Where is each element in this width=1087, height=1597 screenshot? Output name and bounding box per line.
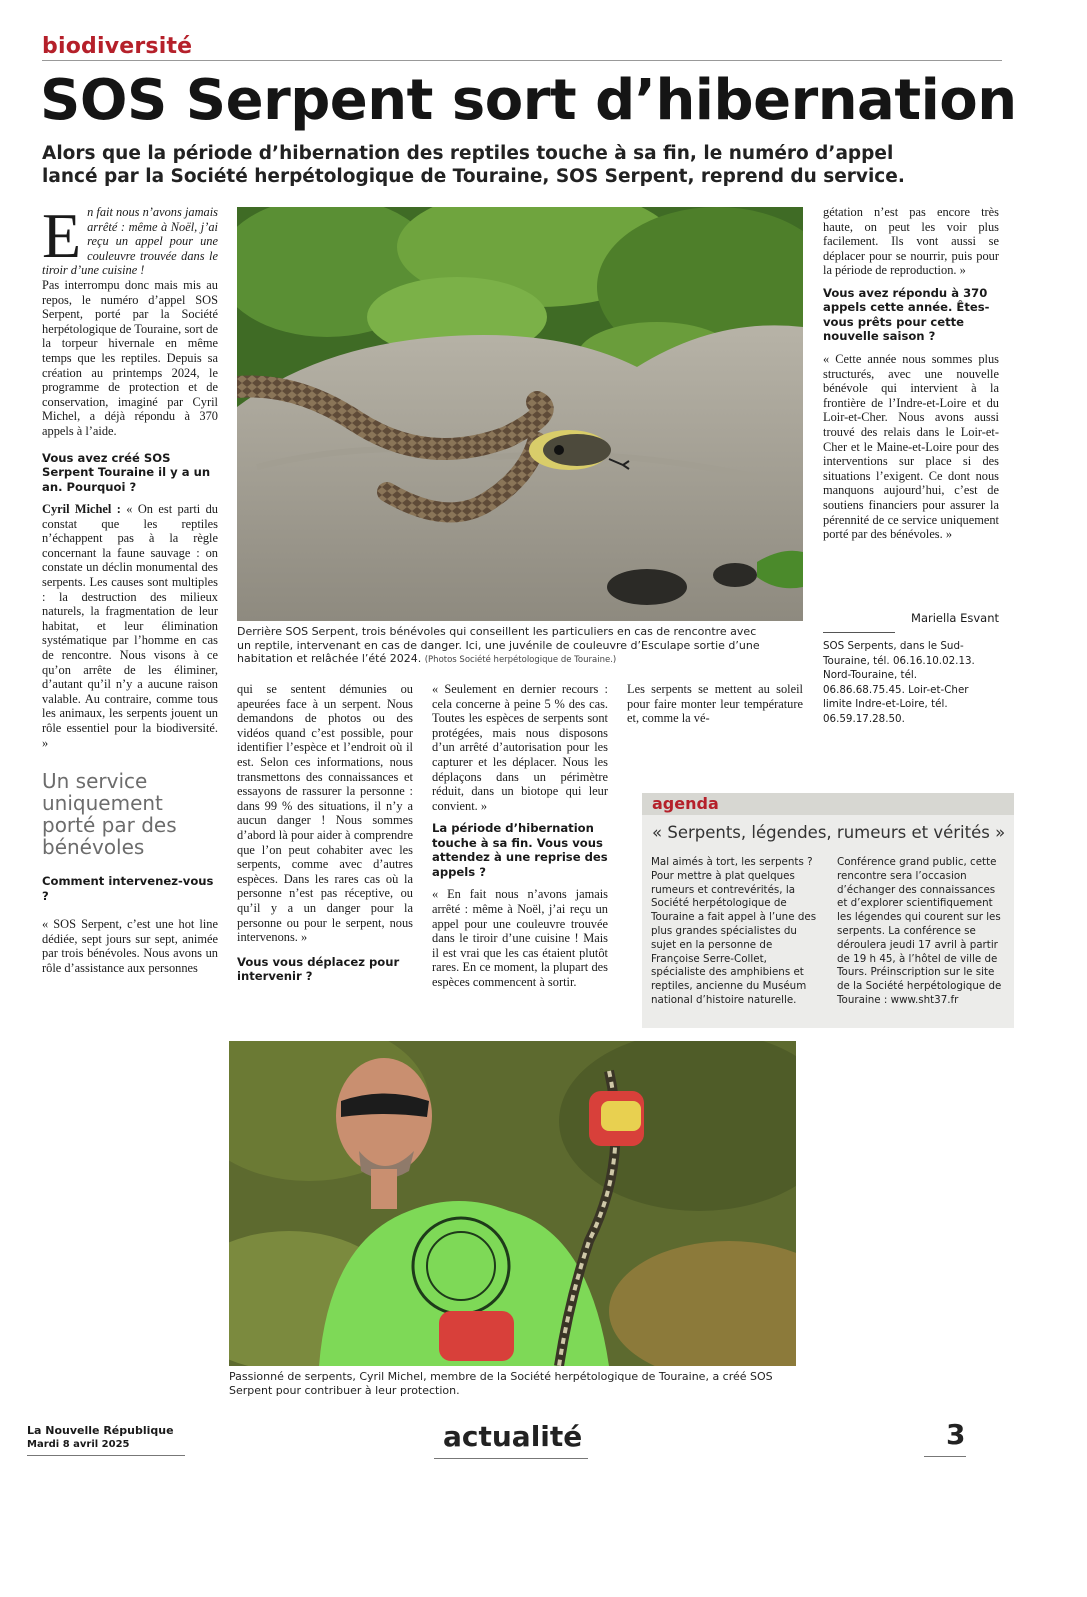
newspaper-name: La Nouvelle République bbox=[27, 1424, 174, 1437]
question-2: Comment intervenez-vous ? bbox=[42, 874, 214, 903]
section-rubric: biodiversité bbox=[42, 34, 193, 59]
contact-info: SOS Serpents, dans le Sud-Touraine, tél. 06.16.10.02.13. Nord-Touraine, tél. 06.86.68.75.45. Loir-et-Cher limite Indre-et-Loire, tél. 06.59.17.28.50. bbox=[823, 640, 975, 725]
answer-4-continued: Les serpents se mettent au soleil pour faire monter leur température et, comme la vé- bbox=[627, 682, 803, 726]
snake-photo-caption bbox=[237, 625, 767, 668]
column-5 bbox=[823, 205, 999, 542]
contact-divider bbox=[823, 632, 895, 633]
speaker-name: Cyril Michel : bbox=[42, 502, 121, 516]
rubric-divider bbox=[42, 60, 1002, 61]
question-5: Vous avez répondu à 370 appels cette année. Êtes-vous prêts pour cette nouvelle saison ? bbox=[823, 285, 990, 344]
article-standfirst: Alors que la période d’hibernation des reptiles touche à sa fin, le numéro d’appel lancé par la Société herpétologique de Touraine, SOS Serpent, reprend du service. bbox=[42, 143, 905, 187]
issue-date: Mardi 8 avril 2025 bbox=[27, 1439, 130, 1450]
author-signature: Mariella Esvant bbox=[911, 611, 999, 625]
agenda-left-text: Mal aimés à tort, les serpents ? Pour mettre à plat quelques rumeurs et contrevérités, la Société herpétologique de Touraine a fait appel à l’une des plus grandes spécialistes du sujet en la personne de Françoise Serre-Collet, spécialiste des amphibiens et reptiles, ancienne du Muséum national d’histoire naturelle. bbox=[651, 856, 817, 1006]
subheading: Un service uniquement porté par des bénévoles bbox=[42, 769, 177, 860]
question-1: Vous avez créé SOS Serpent Touraine il y a un an. Pourquoi ? bbox=[42, 450, 211, 494]
answer-1-text: « On est parti du constat que les reptiles n’échappent pas à la règle concernant la faune sauvage : on constate un déclin monumental des serpents. Les causes sont multiples : la destruction des milieux naturels, la fragmentation de leur habitat, et leur élimination systématique par l’homme en cas de rencontre. Nous visons à ce qu’on arrête de les éliminer, d’autant qu’il n’y a aucune raison valable. Au contraire, comme tous les animaux, les serpents jouent un rôle essentiel pour la biodiversité. » bbox=[42, 502, 218, 750]
agenda-label: agenda bbox=[642, 793, 1014, 815]
question-3: Vous vous déplacez pour intervenir ? bbox=[237, 954, 400, 984]
question-4: La période d’hibernation touche à sa fin. Vous vous attendez à une reprise des appels ? bbox=[432, 821, 608, 879]
footer-rule-center bbox=[434, 1458, 588, 1459]
lead-quote: n fait nous n’avons jamais arrêté : même à Noël, j’ai reçu un appel pour une couleuvre trouvée dans le tiroir d’une cuisine ! bbox=[42, 205, 218, 278]
answer-2-start: « SOS Serpent, c’est une hot line dédiée, sept jours sur sept, animée par trois bénévoles. Nous avons un rôle d’assistance aux personnes bbox=[42, 917, 218, 975]
answer-3: « Seulement en dernier recours : cela concerne à peine 5 % des cas. Toutes les espèces de serpents sont protégées, mais nous disposons d’un arrêté d’autorisation pour les capturer et les déplacer. Nous les déplaçons dans un périmètre réduit, dans un biotope qui leur convient. » bbox=[432, 682, 608, 813]
portrait-photo bbox=[229, 1041, 796, 1366]
snake-photo-image bbox=[237, 207, 803, 621]
portrait-photo-image bbox=[229, 1041, 796, 1366]
portrait-photo-caption: Passionné de serpents, Cyril Michel, membre de la Société herpétologique de Touraine, a créé SOS Serpent pour contribuer à leur protection. bbox=[229, 1370, 773, 1397]
answer-5: « Cette année nous sommes plus structurés, avec une nouvelle bénévole qui intervient à la frontière de l’Indre-et-Loire et du Loir-et-Cher. Nous avons aussi trouvé des relais dans le Loir-et-Cher et le Maine-et-Loire pour des interventions sur place si des situations l’exigent. Ce dont nous manquons aujourd’hui, c’est de soutiens financiers pour assurer la pérennité de ce service uniquement porté par des bénévoles. » bbox=[823, 351, 999, 542]
answer-2-continued: qui se sentent démunies ou apeurées face à un serpent. Nous demandons de photos ou des vidéos quand c’est possible, pour identifier l’espèce et l’endroit où il est. Selon ces informations, nous transmettons des connaissances et essayons de rassurer la personne : dans 99 % des situations, il n’y a aucun danger ! Nous sommes d’abord là pour aider à comprendre que l’on peut cohabiter avec les serpents, comme avec d’autres espèces. Dans les rares cas où la personne n’est pas réceptive, ou qu’il y a un danger pour la personne ou pour le serpent, nous intervenons. » bbox=[237, 682, 413, 945]
agenda-right-text: Conférence grand public, cette rencontre sera l’occasion d’échanger des connaissances et d’explorer scientifiquement les légendes qui courent sur les serpents. La conférence se déroulera jeudi 17 avril à partir de 19 h 45, à l’hôtel de ville de Tours. Préinscription sur le site de la Société herpétologique de Touraine : www.sht37.fr bbox=[837, 856, 1002, 1006]
photo-credit: (Photos Société herpétologique de Touraine.) bbox=[424, 655, 617, 666]
snake-photo bbox=[237, 207, 803, 621]
intro-paragraph: Pas interrompu donc mais mis au repos, le numéro d’appel SOS Serpent, porté par la Société herpétologique de Touraine, sort de la torpeur hivernale en même temps que les reptiles. Depuis sa création au printemps 2024, le programme de protection et de conservation, imaginé par Cyril Michel, a déjà répondu à 370 appels à l’aide. bbox=[42, 277, 218, 438]
section-name: actualité bbox=[443, 1420, 583, 1453]
agenda-title: « Serpents, légendes, rumeurs et vérités » bbox=[652, 823, 1006, 842]
column-3 bbox=[432, 682, 608, 990]
footer-rule-left bbox=[27, 1455, 185, 1456]
page-number: 3 bbox=[946, 1418, 966, 1451]
answer-1 bbox=[42, 502, 218, 750]
article-headline: SOS Serpent sort d’hibernation bbox=[40, 68, 1017, 133]
column-4 bbox=[627, 682, 803, 726]
answer-4: « En fait nous n’avons jamais arrêté : même à Noël, j’ai reçu un appel pour une couleuvre trouvée dans le tiroir d’une cuisine ! Mais il est vrai que les cas étaient plutôt rares. En ce moment, la plupart des espèces commencent à sortir. bbox=[432, 887, 608, 989]
column-1 bbox=[42, 200, 218, 975]
column-2 bbox=[237, 682, 413, 992]
drop-cap: E bbox=[42, 200, 82, 271]
answer-4-end: gétation n’est pas encore très haute, on peut les voir plus facilement. Ils vont aussi se déplacer pour se nourrir, puis pour la période de reproduction. » bbox=[823, 205, 999, 278]
footer-rule-right bbox=[924, 1456, 966, 1457]
caption-text: Derrière SOS Serpent, trois bénévoles qui conseillent les particuliers en cas de rencontre avec un reptile, intervenant en cas de danger. Ici, une juvénile de couleuvre d’Esculape sortie d’une habitation et relâchée l’été 2024. bbox=[237, 625, 760, 666]
agenda-box bbox=[642, 793, 1014, 1028]
